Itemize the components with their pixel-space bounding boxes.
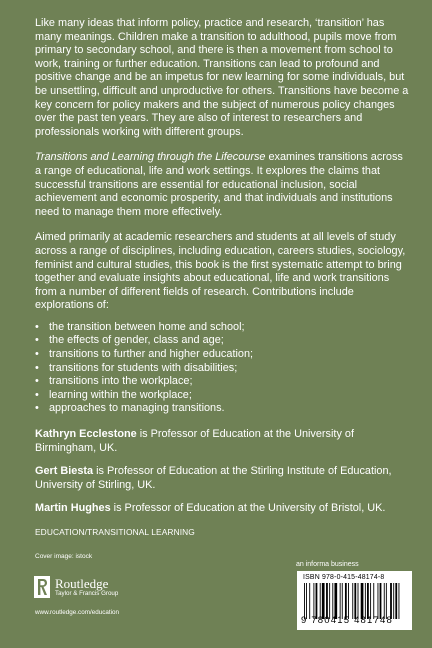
list-item: • transitions for students with disabilities; <box>35 361 238 374</box>
barcode-number: 9 780415 481748 <box>301 615 393 626</box>
author-name: Martin Hughes <box>35 502 111 515</box>
isbn-label: ISBN 978-0-415-48174-8 <box>303 574 385 581</box>
publisher-url: www.routledge.com/education <box>35 609 120 616</box>
book-description: examines transitions across a range of educational, life and work settings. It explores the claims that successful transitions are essential for educational inclusion, social achievement and economic prosperity, and that individuals and institutions need to manage them more effectively. <box>35 151 403 218</box>
book-description-paragraph <box>35 151 411 219</box>
list-item: • the effects of gender, class and age; <box>35 334 224 347</box>
list-item: • transitions to further and higher education; <box>35 348 254 361</box>
bullet-icon: • <box>35 361 39 374</box>
bullet-icon: • <box>35 320 39 333</box>
publisher-name-block <box>55 577 118 597</box>
isbn-barcode-panel <box>297 571 412 630</box>
back-cover-text <box>35 17 411 540</box>
bullet-icon: • <box>35 388 39 401</box>
author-bio: Martin Hughes is Professor of Education at the University of Bristol, UK. <box>35 502 386 515</box>
list-item: • transitions into the workplace; <box>35 375 193 388</box>
audience-paragraph: Aimed primarily at academic researchers and students at all levels of study across a range of disciplines, including education, careers studies, sociology, feminist and cultural studies, this book is the first systematic attempt to bring together and evaluate insights about educational, life and work transitions from a number of different fields of research. Contributions include explorations of: <box>35 231 406 312</box>
list-item: • learning within the workplace; <box>35 388 192 401</box>
bullet-icon: • <box>35 348 39 361</box>
bullet-icon: • <box>35 375 39 388</box>
book-title: Transitions and Learning through the Lifecourse <box>35 151 266 164</box>
routledge-logo-icon <box>34 576 50 598</box>
topics-list <box>35 321 411 416</box>
list-item: • approaches to managing transitions. <box>35 402 225 415</box>
publisher-name: Routledge <box>55 575 109 591</box>
bullet-icon: • <box>35 402 39 415</box>
cover-credit: Cover image: istock <box>35 553 93 560</box>
author-name: Kathryn Ecclestone <box>35 428 137 441</box>
intro-paragraph: Like many ideas that inform policy, practice and research, ‘transition’ has many meanings. Children make a transition to adulthood, pupils move from primary to secondary school, and there is then a movement from school to work, training or further education. Transitions can lead to profound and positive change and be an impetus for new learning for some individuals, but be unsettling, difficult and unproductive for others. Transitions have become a key concern for policy makers and the subject of numerous policy changes over the past ten years. They are also of interest to researchers and professionals working with different groups. <box>35 17 409 138</box>
barcode-icon <box>304 583 407 619</box>
subject-category: EDUCATION/TRANSITIONAL LEARNING <box>35 527 195 537</box>
informa-tagline: an informa business <box>296 561 359 568</box>
author-name: Gert Biesta <box>35 465 94 478</box>
bullet-icon: • <box>35 334 39 347</box>
publisher-logo <box>34 576 118 598</box>
author-bio: Gert Biesta is Professor of Education at the Stirling Institute of Education, University of Stirling, UK. <box>35 465 392 491</box>
list-item: • the transition between home and school; <box>35 320 245 333</box>
publisher-group: Taylor & Francis Group <box>55 589 119 597</box>
author-bio: Kathryn Ecclestone is Professor of Education at the University of Birmingham, UK. <box>35 428 354 454</box>
